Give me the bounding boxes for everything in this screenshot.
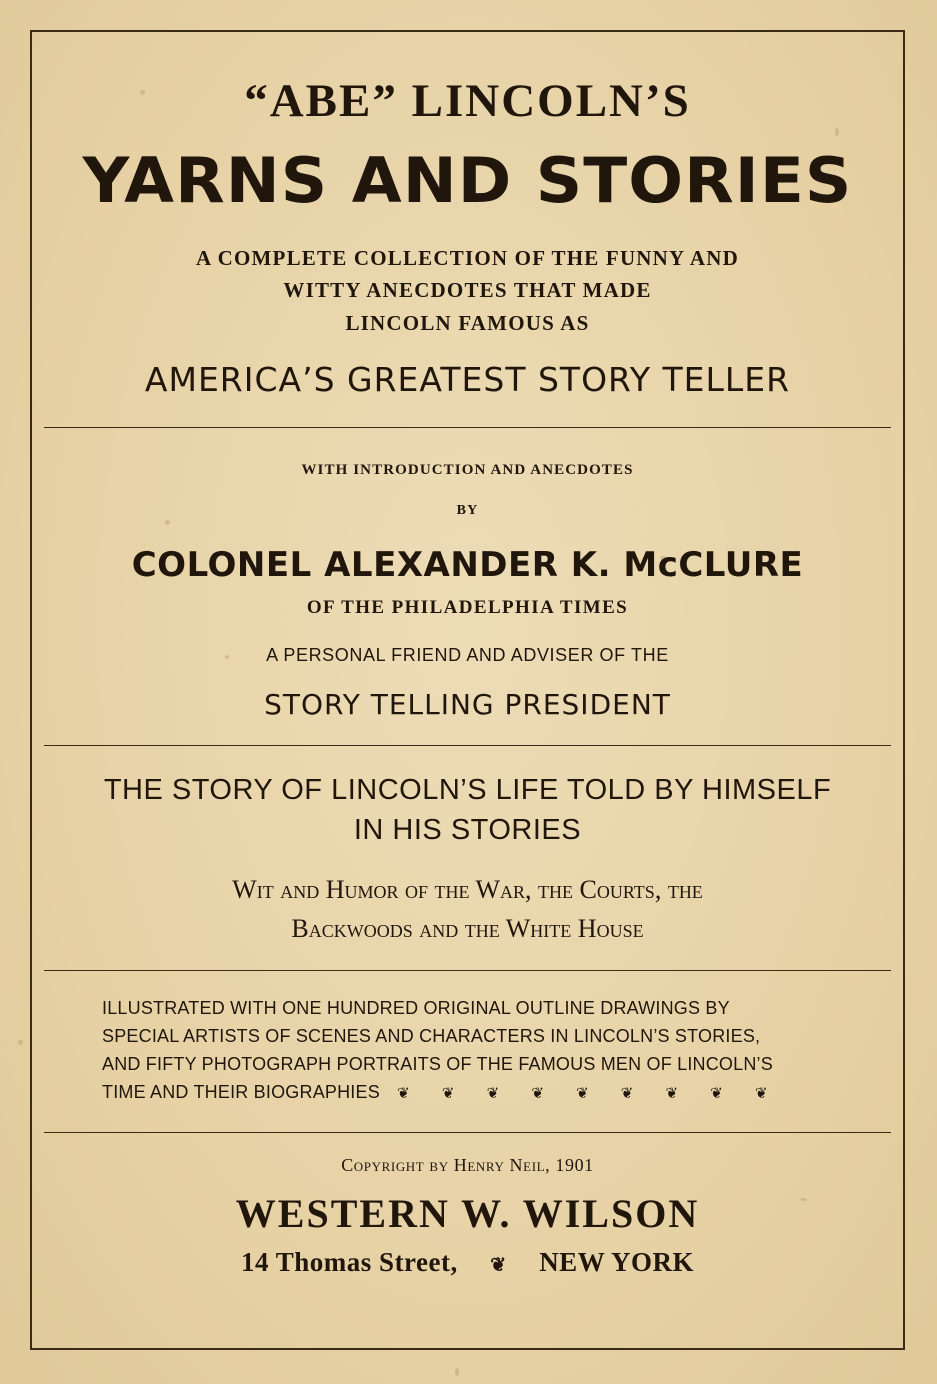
description-line-2: IN HIS STORIES: [353, 814, 582, 846]
title-line-1: “ABE” LINCOLN’S: [244, 75, 691, 127]
ornament-row-icon: ❦ ❦ ❦ ❦ ❦ ❦ ❦ ❦ ❦: [397, 1084, 782, 1102]
illustration-note-line-3: AND FIFTY PHOTOGRAPH PORTRAITS OF THE FAMOUS MEN OF LINCOLN’S: [102, 1053, 773, 1074]
wit-line-2: Backwoods and the White House: [291, 913, 644, 943]
divider-4: [44, 1132, 891, 1133]
title-line-2: YARNS AND STORIES: [82, 144, 853, 217]
divider-1: [44, 427, 891, 428]
illustration-note-line-1: ILLUSTRATED WITH ONE HUNDRED ORIGINAL OUTLINE DRAWINGS BY: [102, 997, 730, 1018]
author-relation: A PERSONAL FRIEND AND ADVISER OF THE: [266, 645, 669, 666]
publisher-name: WESTERN W. WILSON: [235, 1191, 700, 1237]
tagline: AMERICA’S GREATEST STORY TELLER: [144, 360, 791, 400]
paper-speck: [455, 1368, 459, 1376]
page-border: [30, 30, 905, 1350]
wit-line-1: Wit and Humor of the War, the Courts, the: [232, 874, 703, 904]
publisher-address: [42, 1247, 893, 1278]
author-relation-subject: STORY TELLING PRESIDENT: [264, 688, 671, 722]
copyright-notice: Copyright by Henry Neil, 1901: [341, 1155, 594, 1176]
address-city: NEW YORK: [539, 1247, 694, 1278]
illustration-note: [102, 995, 833, 1107]
paper-speck: [18, 1040, 23, 1045]
illustration-note-line-4: TIME AND THEIR BIOGRAPHIES: [102, 1081, 380, 1102]
subtitle-line-3: LINCOLN FAMOUS AS: [345, 310, 590, 335]
description-line-1: THE STORY OF LINCOLN’S LIFE TOLD BY HIMSELF: [103, 774, 832, 807]
address-street: 14 Thomas Street,: [241, 1247, 458, 1278]
ornament-icon: ❦: [490, 1255, 507, 1277]
illustration-note-line-2: SPECIAL ARTISTS OF SCENES AND CHARACTERS IN LINCOLN’S STORIES,: [102, 1025, 761, 1046]
intro-note: WITH INTRODUCTION AND ANECDOTES: [301, 462, 634, 479]
divider-2: [44, 745, 891, 746]
subtitle-line-1: A COMPLETE COLLECTION OF THE FUNNY AND: [195, 246, 740, 270]
author-affiliation: OF THE PHILADELPHIA TIMES: [306, 597, 629, 619]
author-name: COLONEL ALEXANDER K. McCLURE: [131, 545, 804, 586]
divider-3: [44, 970, 891, 971]
subtitle-line-2: WITTY ANECDOTES THAT MADE: [283, 278, 652, 303]
by-label: BY: [456, 503, 479, 519]
